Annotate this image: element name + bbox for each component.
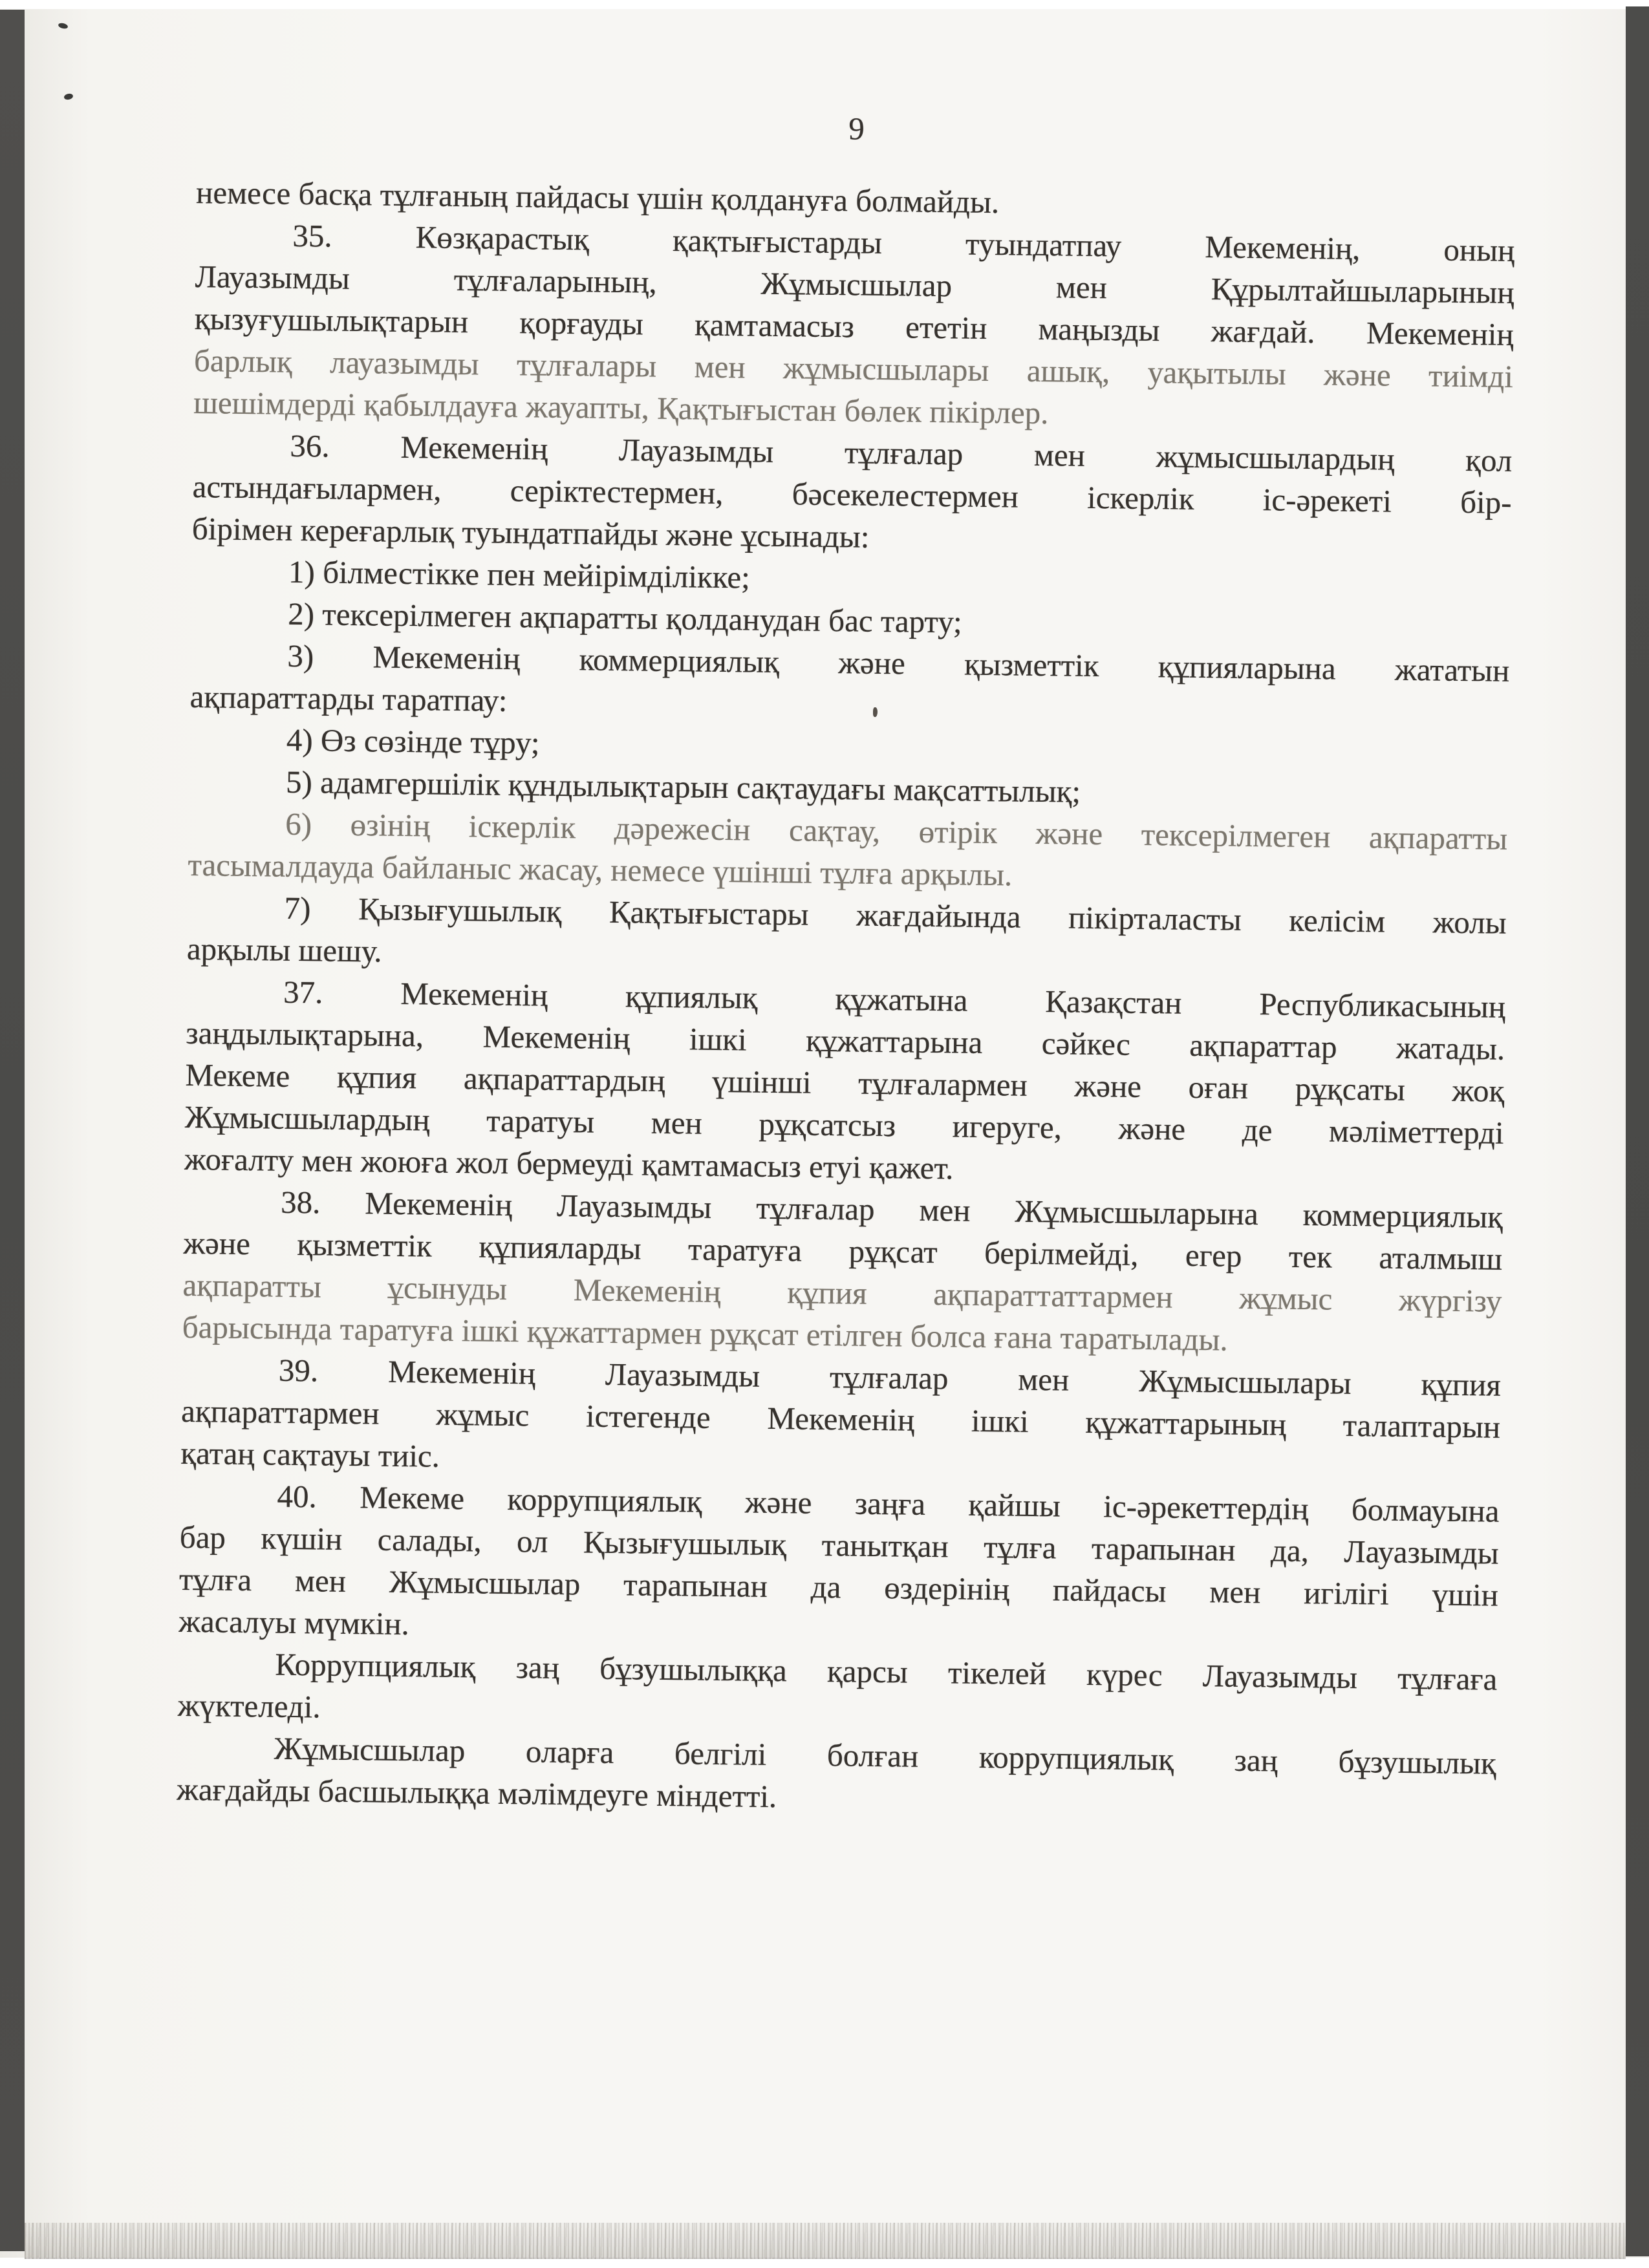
text-line: жүктеледі. [177,1687,321,1725]
paragraph-workers-duty [177,1726,1496,1826]
scanned-page [0,9,1649,2258]
text-line: 1) білместікке пен мейірімділікке; [288,553,751,595]
paragraph-40 [178,1474,1500,1658]
paragraph-list [177,171,1516,1826]
text-line: 36. Мекеменің Лауазымды тұлғалар мен жұмысшылардың қол [290,427,1513,478]
text-line: бар күшін салады, ол Қызығушылық танытқан тұлға тарапынан да, Лауазымды [179,1519,1500,1571]
page-number: 9 [848,111,865,147]
text-line: шешімдерді қабылдауға жауапты, Қақтығыстан бөлек пікірлер. [193,384,1049,431]
text-line: ақпаратты ұсынуды Мекеменің құпия ақпараттаттармен жұмыс жүргізу [182,1267,1502,1319]
text-line: бірімен кереғарлық туындатпайды және ұсынады: [191,510,870,555]
ink-speck [58,22,68,29]
text-line: заңдылықтарына, Мекеменің ішкі құжаттарына сәйкес ақпараттар жатады. [186,1014,1505,1067]
text-line: қызуғушылықтарын қорғауды қамтамасыз ететін маңызды жағдай. Мекеменің [194,300,1514,352]
text-line: 2) тексерілмеген ақпаратты қолданудан бас тарту; [287,595,963,640]
text-line: 39. Мекеменің Лауазымды тұлғалар мен Жұмысшылары құпия [278,1352,1502,1403]
text-line: барлық лауазымды тұлғалары мен жұмысшылары ашық, уақытылы және тиімді [193,342,1514,394]
text-line: 6) өзінің іскерлік дәрежесін сақтау, өтірік және тексерілмеген ақпаратты [285,806,1508,857]
text-line: 40. Мекеме коррупциялық және заңға қайшы іс-әрекеттердің болмауына [277,1478,1500,1529]
text-line: ақпараттарды таратпау: [189,678,508,718]
text-line: 7) Қызығушылық Қақтығыстары жағдайында пікірталасты келісім жолы [284,890,1507,941]
list-item-6 [188,802,1507,902]
scan-edge-right [1626,6,1649,2256]
text-line: Жұмысшылардың таратуы мен рұқсатсыз игеруге, және де мәліметтерді [184,1098,1504,1151]
text-line: немесе басқа тұлғаның пайдасы үшін қолдануға болмайды. [195,174,1000,220]
text-line: ақпараттармен жұмыс істегенде Мекеменің ішкі құжаттарының талаптарын [180,1393,1501,1445]
document-content [177,100,1516,1826]
text-line: қатаң сақтауы тиіс. [180,1435,440,1474]
paragraph-39 [180,1348,1501,1490]
text-line: тұлға мен Жұмысшылар тарапынан да өздерінің пайдасы мен игілігі үшін [178,1561,1499,1613]
text-line: жоғалту мен жоюға жол бермеуді қамтамасыз етуі қажет. [184,1140,954,1186]
text-line: тасымалдауда байланыс жасау, немесе үшінші тұлға арқылы. [188,846,1013,893]
paragraph-35 [193,213,1515,440]
paragraph-corruption-duty [177,1642,1497,1742]
text-line: 37. Мекеменің құпиялық құжатына Қазақстан Республикасының [283,974,1506,1025]
scan-edge-left [0,10,25,2251]
text-line: 5) адамгершілік құндылықтарын сақтаудағы мақсаттылық; [285,764,1081,809]
text-line: 35. Көзқарастық қақтығыстарды туындатпау Мекеменің, оның [292,217,1515,268]
paragraph-36 [191,423,1512,566]
list-item-3 [189,634,1509,734]
text-line: астындағылармен, серіктестермен, бәсекелестермен іскерлік іс-әрекеті бір- [192,468,1512,520]
text-line: жағдайды басшылыққа мәлімдеуге міндетті. [176,1771,777,1815]
text-line: Лауазымды тұлғаларының, Жұмысшылар мен Құрылтайшыларының [195,258,1514,310]
text-line: 38. Мекеменің Лауазымды тұлғалар мен Жұмысшыларына коммерциялық [280,1184,1503,1235]
ink-speck [63,93,74,101]
text-line: Мекеме құпия ақпараттардың үшінші тұлғалармен және оған рұқсаты жоқ [185,1056,1505,1109]
paragraph-38 [182,1180,1503,1364]
text-line: Коррупциялық заң бұзушылыққа қарсы тікелей күрес Лауазымды тұлғаға [275,1646,1498,1697]
text-line: 3) Мекеменің коммерциялық және қызметтік құпияларына жататын [287,637,1510,689]
text-line: жасалуы мүмкін. [178,1603,410,1642]
text-line: арқылы шешу. [186,930,382,969]
text-line: және қызметтік құпияларды таратуға рұқсат берілмейді, егер тек аталмыш [183,1225,1503,1277]
text-line: Жұмысшылар оларға белгілі болған коррупциялық заң бұзушылық [274,1730,1497,1781]
text-line: барысында таратуға ішкі құжаттармен рұқсат етілген болса ғана таратылады. [182,1309,1229,1358]
scan-noise-bottom [25,2223,1626,2259]
text-line: 4) Өз сөзінде тұру; [286,722,540,761]
list-item-7 [187,886,1507,986]
paragraph-37 [184,970,1506,1196]
